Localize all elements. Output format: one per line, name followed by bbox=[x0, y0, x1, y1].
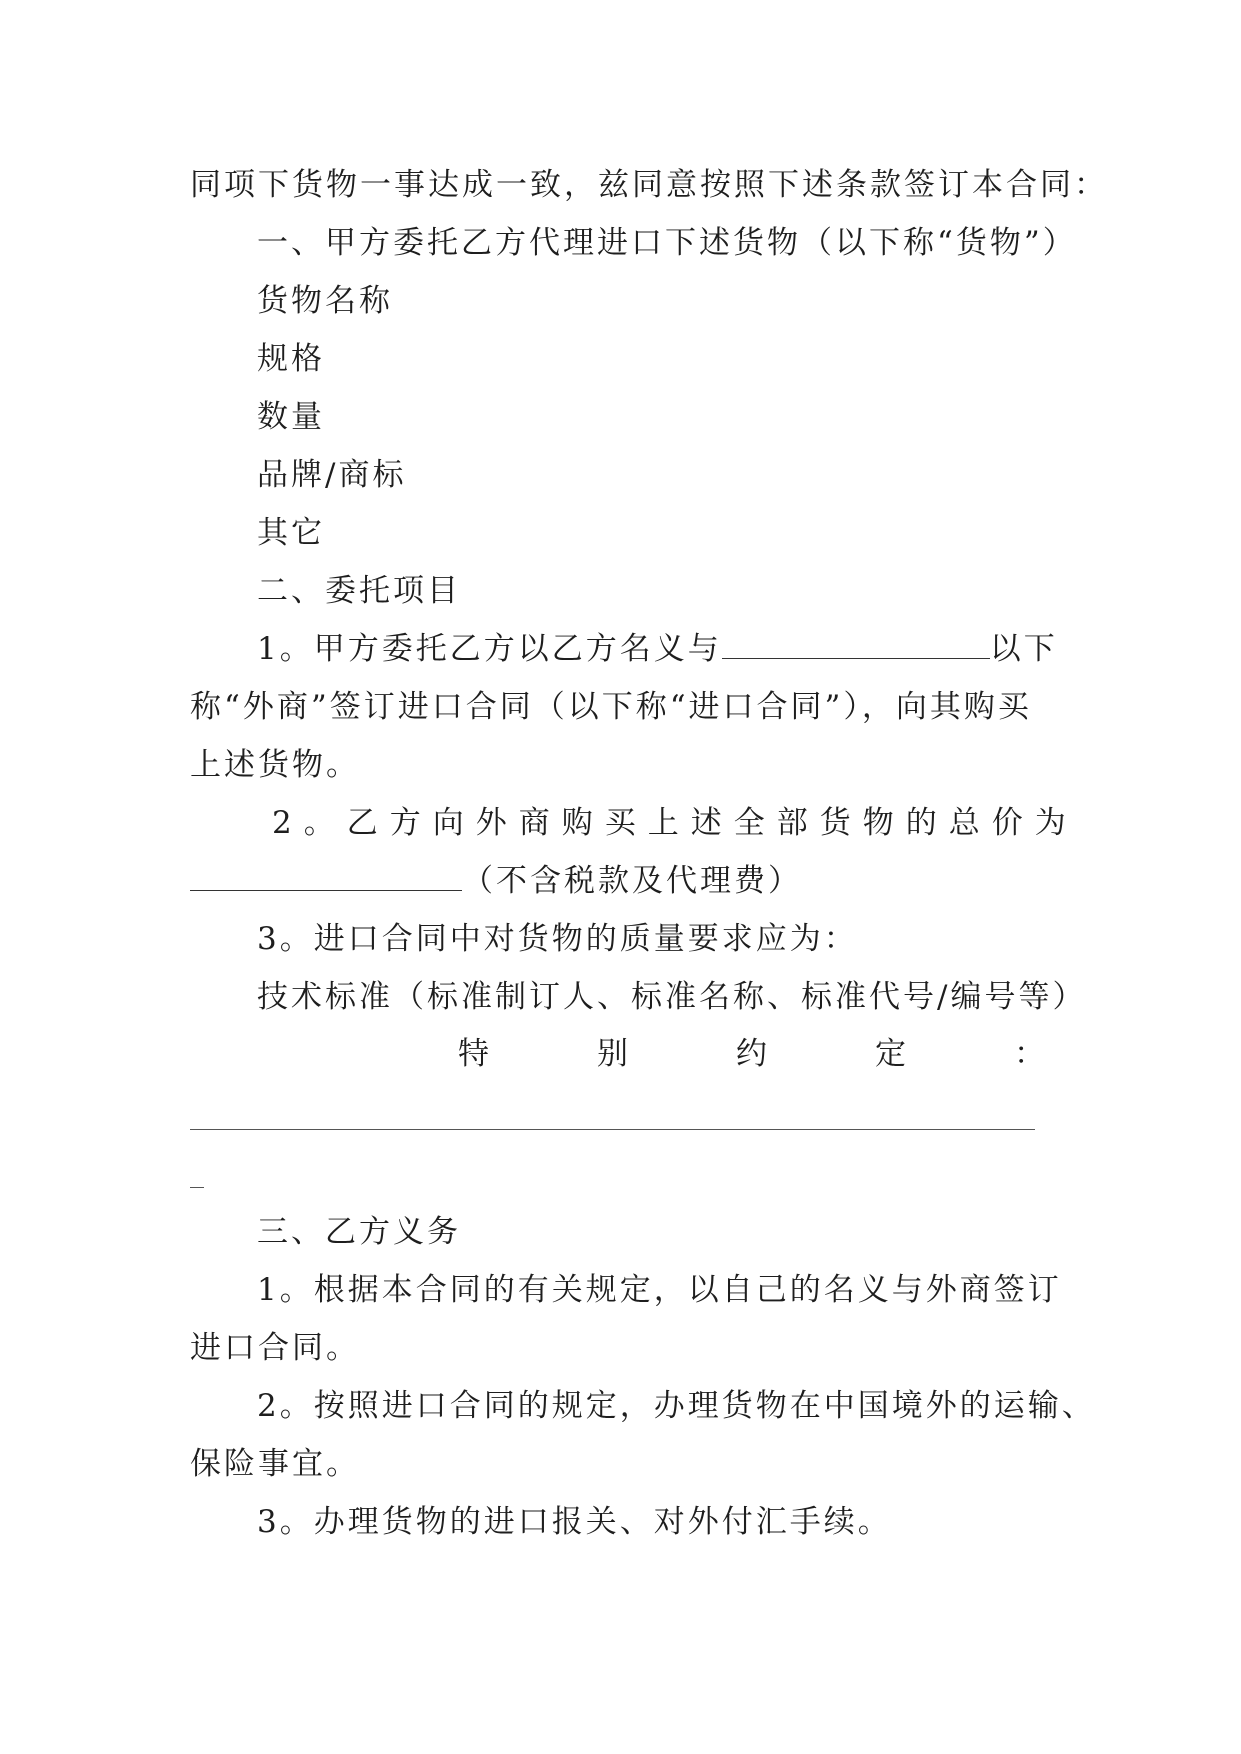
blank-foreign-party bbox=[722, 631, 990, 659]
field-brand: 品牌/商标 bbox=[257, 457, 407, 493]
section-1-heading: 一、甲方委托乙方代理进口下述货物（以下称“货物”） bbox=[257, 225, 1077, 261]
clause-3-1: 1。根据本合同的有关规定，以自己的名义与外商签订 bbox=[257, 1272, 1062, 1308]
tech-standard: 技术标准（标准制订人、标准名称、标准代号/编号等） bbox=[257, 979, 1087, 1015]
field-quantity: 数量 bbox=[257, 399, 325, 435]
clause-2-1-tail: 以下 bbox=[989, 631, 1058, 667]
paragraph-intro: 同项下货物一事达成一致，兹同意按照下述条款签订本合同： bbox=[190, 167, 1108, 203]
field-spec: 规格 bbox=[257, 341, 325, 377]
clause-2-1-line bbox=[257, 629, 1127, 669]
special-char-2: 别 bbox=[597, 1036, 628, 1072]
clause-2-1-cont: 称“外商”签订进口合同（以下称“进口合同”），向其购买 bbox=[190, 689, 1032, 725]
clause-2-2-note: （不含税款及代理费） bbox=[462, 863, 802, 899]
clause-2-1-end: 上述货物。 bbox=[190, 747, 360, 783]
field-other: 其它 bbox=[257, 515, 325, 551]
section-3-heading: 三、乙方义务 bbox=[257, 1214, 461, 1250]
field-goods-name: 货物名称 bbox=[257, 283, 393, 319]
clause-2-2-cont bbox=[190, 861, 1060, 901]
clause-3-1-cont: 进口合同。 bbox=[190, 1330, 360, 1366]
clause-2-1-text: 1。甲方委托乙方以乙方名义与 bbox=[257, 631, 722, 667]
special-char-1: 特 bbox=[458, 1036, 489, 1072]
blank-total-price bbox=[190, 863, 462, 891]
blank-special-terms-end bbox=[190, 1187, 204, 1188]
special-char-3: 约 bbox=[736, 1036, 767, 1072]
clause-3-3: 3。办理货物的进口报关、对外付汇手续。 bbox=[257, 1504, 892, 1540]
blank-special-terms bbox=[190, 1129, 1035, 1130]
clause-2-3: 3。进口合同中对货物的质量要求应为： bbox=[257, 921, 858, 957]
section-2-heading: 二、委托项目 bbox=[257, 573, 461, 609]
special-char-4: 定 bbox=[875, 1036, 906, 1072]
clause-3-2-cont: 保险事宜。 bbox=[190, 1446, 360, 1482]
clause-3-2: 2。按照进口合同的规定，办理货物在中国境外的运输、 bbox=[257, 1388, 1096, 1424]
special-colon: ： bbox=[1014, 1036, 1045, 1072]
clause-2-2: 2。乙方向外商购买上述全部货物的总价为 bbox=[272, 805, 1078, 841]
